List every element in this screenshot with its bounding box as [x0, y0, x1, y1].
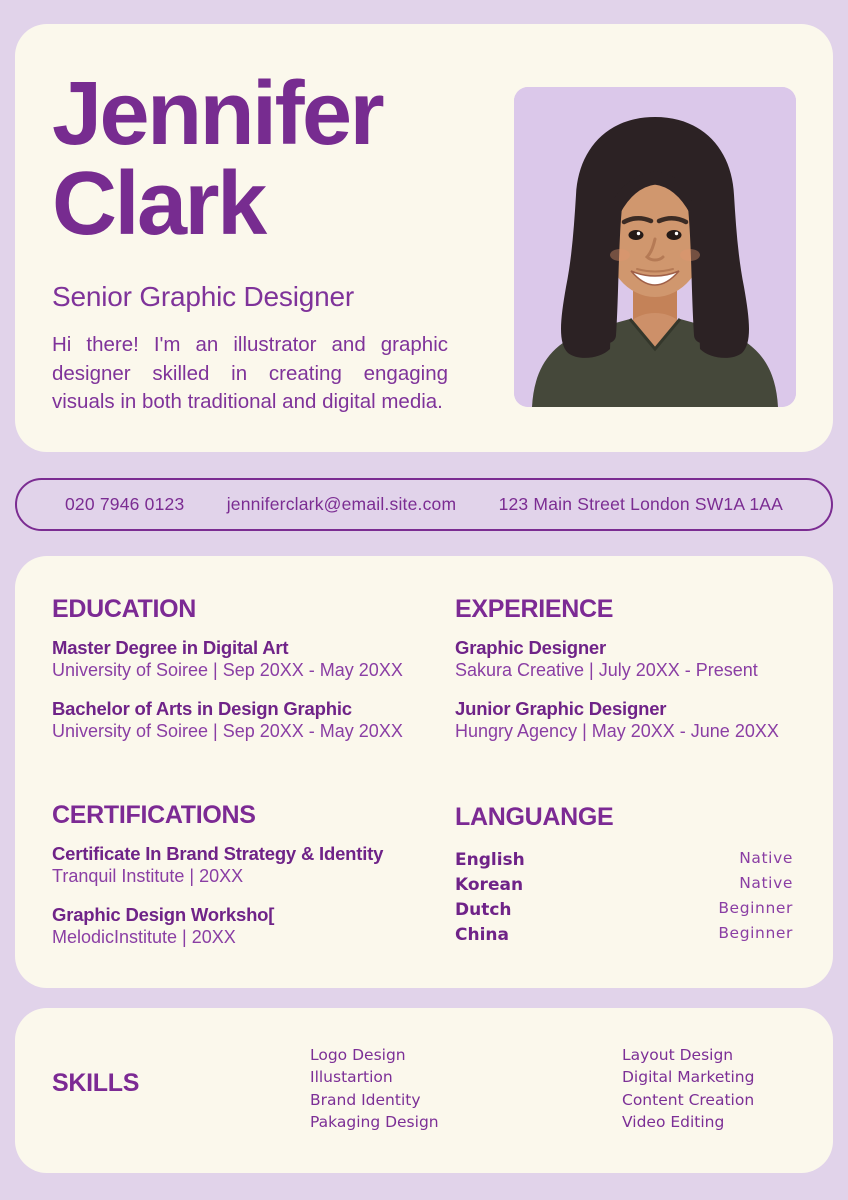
experience-item-detail: Hungry Agency | May 20XX - June 20XX [455, 721, 779, 741]
contact-address: 123 Main Street London SW1A 1AA [498, 494, 783, 514]
section-certifications [52, 802, 432, 965]
education-item-detail: University of Soiree | Sep 20XX - May 20XX [52, 721, 403, 741]
skills-card [15, 1008, 833, 1173]
certification-item [52, 843, 432, 887]
education-item [52, 698, 432, 742]
section-education [52, 596, 432, 759]
language-list [455, 850, 793, 950]
certifications-heading: CERTIFICATIONS [52, 801, 256, 829]
language-row [455, 850, 793, 875]
language-name: Korean [455, 875, 524, 895]
language-row [455, 925, 793, 950]
education-item-detail: University of Soiree | Sep 20XX - May 20XX [52, 660, 403, 680]
skills-heading: SKILLS [52, 1069, 140, 1097]
contact-bar [15, 478, 833, 531]
skill-item: Digital Marketing [622, 1068, 755, 1087]
certification-item [52, 904, 432, 948]
certification-item-title: Certificate In Brand Strategy & Identity [52, 843, 384, 864]
skill-item: Brand Identity [310, 1090, 421, 1109]
language-level: Native [739, 874, 793, 892]
education-item-title: Bachelor of Arts in Design Graphic [52, 698, 352, 719]
section-experience [455, 596, 815, 759]
language-name: English [455, 850, 525, 870]
education-heading: EDUCATION [52, 595, 197, 623]
job-title: Senior Graphic Designer [52, 281, 354, 312]
language-level: Beginner [718, 924, 793, 942]
skill-item: Content Creation [622, 1090, 755, 1109]
skill-item: Logo Design [310, 1046, 406, 1064]
skill-item: Illustartion [310, 1068, 393, 1087]
bio-text: Hi there! I'm an illustrator and graphic designer skilled in creating engaging visuals in both traditional and digital media. [52, 333, 448, 413]
experience-item-title: Graphic Designer [455, 637, 607, 658]
experience-item-title: Junior Graphic Designer [455, 698, 667, 719]
experience-item-detail: Sakura Creative | July 20XX - Present [455, 660, 758, 680]
experience-item [455, 698, 815, 742]
skill-item: Pakaging Design [310, 1113, 439, 1132]
certification-item-detail: MelodicInstitute | 20XX [52, 927, 236, 947]
skill-item: Video Editing [622, 1113, 725, 1132]
language-name: Dutch [455, 900, 512, 920]
details-card [15, 556, 833, 988]
contact-email: jenniferclark@email.site.com [226, 494, 457, 514]
language-level: Native [739, 849, 793, 867]
hero-card [15, 24, 833, 452]
education-item [52, 637, 432, 681]
certification-item-title: Graphic Design Worksho[ [52, 904, 275, 925]
experience-heading: EXPERIENCE [455, 595, 614, 623]
language-row [455, 900, 793, 925]
language-level: Beginner [718, 899, 793, 917]
profile-photo [514, 87, 796, 407]
skills-column-2 [622, 1044, 754, 1134]
language-row [455, 875, 793, 900]
certification-item-detail: Tranquil Institute | 20XX [52, 866, 244, 886]
education-item-title: Master Degree in Digital Art [52, 637, 289, 658]
person-first-name: Jennifer [52, 64, 383, 164]
languages-heading: LANGUANGE [455, 803, 614, 831]
skill-item: Layout Design [622, 1046, 734, 1064]
person-name [52, 64, 383, 254]
person-last-name: Clark [52, 154, 265, 254]
language-name: China [455, 925, 509, 945]
contact-phone: 020 7946 0123 [65, 494, 185, 514]
portrait-illustration [514, 87, 796, 407]
skills-column-1 [310, 1044, 439, 1134]
experience-item [455, 637, 815, 681]
section-languages [455, 804, 793, 950]
